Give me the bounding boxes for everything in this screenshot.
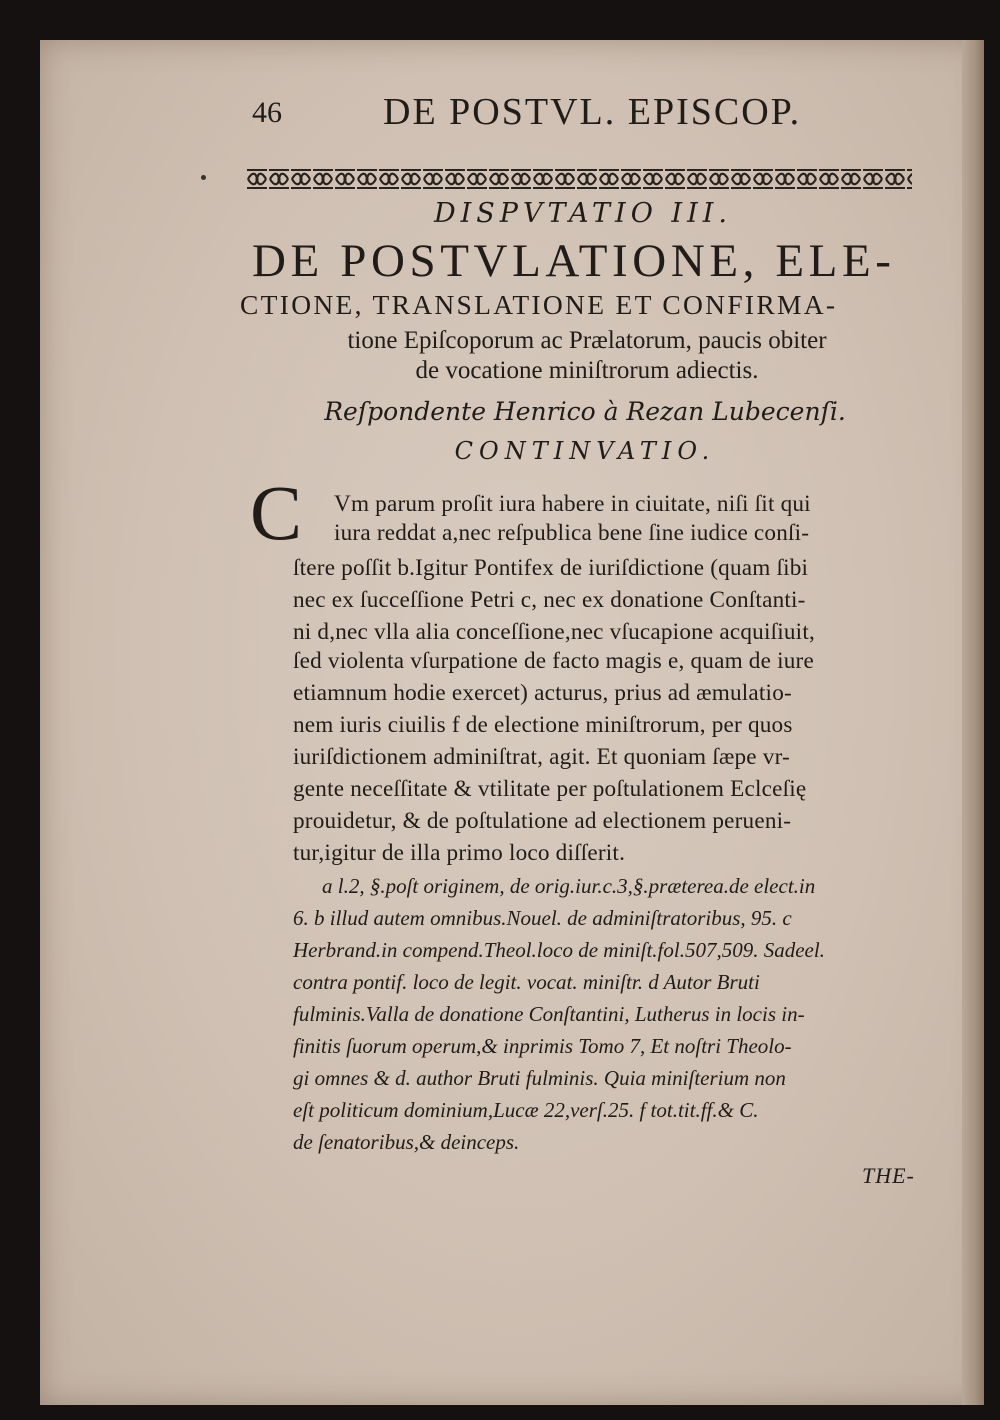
body-line: ſed violenta vſurpatione de facto magis e, quam de iure: [293, 648, 814, 674]
body-line: iuriſdictionem adminiſtrat, agit. Et quoniam ſæpe vr-: [293, 744, 790, 770]
note-line: fulminis.Valla de donatione Conſtantini, Lutherus in locis in-: [293, 1002, 805, 1026]
body-line: tur,igitur de illa primo loco diſſerit.: [293, 840, 626, 866]
main-title-line-1: DE POSTVLATIONE, ELE-: [252, 235, 896, 287]
note-line: gi omnes & d. author Bruti fulminis. Quia miniſterium non: [293, 1066, 786, 1090]
body-line: gente neceſſitate & vtilitate per poſtulationem Eclceſię: [293, 776, 807, 802]
disputatio-heading: DISPVTATIO III.: [433, 198, 732, 229]
body-line: etiamnum hodie exercet) acturus, prius ad æmulatio-: [293, 680, 792, 706]
body-line: prouidetur, & de poſtulatione ad electionem perueni-: [293, 808, 792, 834]
body-line: ſtere poſſit b.Igitur Pontifex de iuriſdictione (quam ſibi: [293, 555, 809, 581]
page-number: 46: [252, 96, 282, 129]
note-line: a l.2, §.poſt originem, de orig.iur.c.3,§.præterea.de elect.in: [322, 874, 816, 898]
main-title-line-2: CTIONE, TRANSLATIONE ET CONFIRMA-: [240, 289, 838, 320]
body-line: ni d,nec vlla alia conceſſione,nec vſucapione acquiſiuit,: [293, 619, 815, 645]
body-line: nec ex ſucceſſione Petri c, nec ex donatione Conſtanti-: [293, 587, 806, 613]
note-line: de ſenatoribus,& deinceps.: [293, 1130, 520, 1154]
note-line: finitis ſuorum operum,& inprimis Tomo 7, Et noſtri Theolo-: [293, 1034, 792, 1058]
body-line: Vm parum proſit iura habere in ciuitate, niſi ſit qui: [334, 491, 811, 517]
note-line: 6. b illud autem omnibus.Nouel. de adminiſtratoribus, 95. c: [293, 906, 792, 930]
catchword: THE-: [862, 1163, 915, 1188]
body-line: nem iuris ciuilis f de electione miniſtrorum, per quos: [293, 712, 793, 738]
running-title: DE POSTVL. EPISCOP.: [383, 91, 802, 133]
ornamental-border: [246, 166, 912, 192]
drop-cap: C: [250, 469, 303, 556]
main-title-line-4: de vocatione miniſtrorum adiectis.: [415, 357, 759, 384]
note-line: Herbrand.in compend.Theol.loco de miniſt.fol.507,509. Sadeel.: [293, 938, 825, 962]
note-line: eſt politicum dominium,Lucæ 22,verſ.25. f tot.tit.ff.& C.: [293, 1098, 759, 1122]
main-title-line-3: tione Epiſcoporum ac Prælatorum, paucis obiter: [347, 327, 827, 354]
body-line: iura reddat a,nec reſpublica bene ſine iudice conſi-: [334, 520, 810, 546]
ink-dot: [201, 175, 206, 180]
respondent-line: Reſpondente Henrico à Rezan Lubecenſi.: [324, 397, 846, 426]
note-line: contra pontif. loco de legit. vocat. miniſtr. d Autor Bruti: [293, 970, 760, 994]
continuatio-heading: CONTINVATIO.: [454, 437, 716, 465]
